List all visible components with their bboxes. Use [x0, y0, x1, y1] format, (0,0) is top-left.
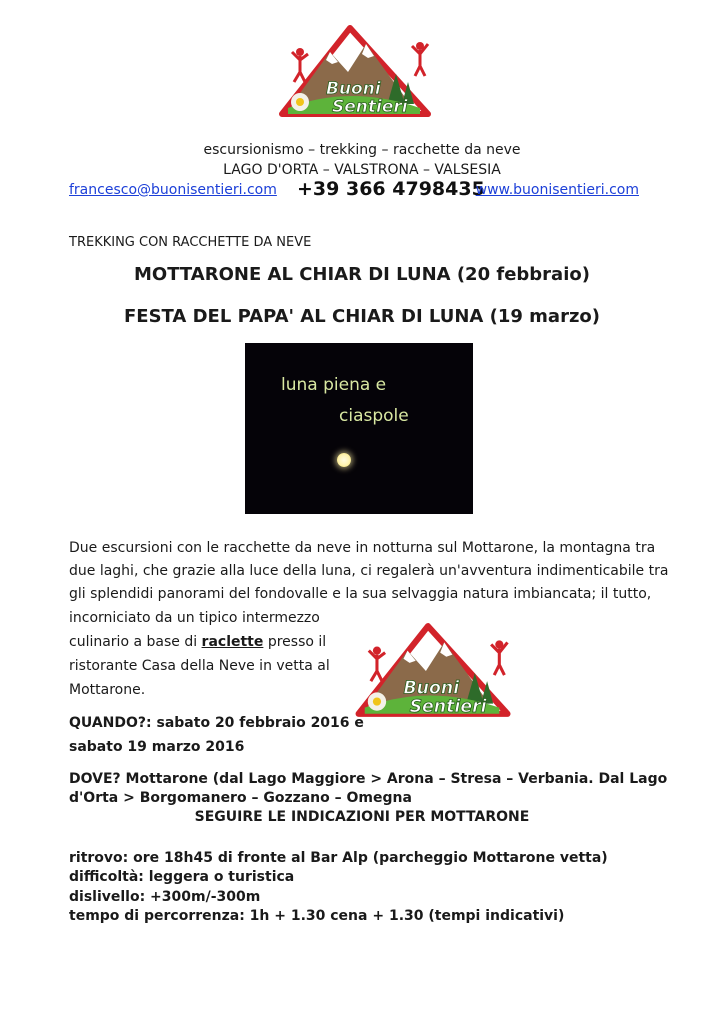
dove-line: DOVE? Mottarone (dal Lago Maggiore > Arona – Stresa – Verbania. Dal Lago: [69, 771, 668, 787]
dislivello-line: dislivello: +300m/-300m: [69, 889, 261, 905]
description-line: ristorante Casa della Neve in vetta al: [69, 658, 330, 674]
description-line: Due escursioni con le racchette da neve in notturna sul Mottarone, la montagna tra: [69, 540, 656, 556]
phone-number: +39 366 4798435: [297, 178, 485, 200]
tagline-activities: escursionismo – trekking – racchette da neve: [203, 142, 521, 158]
email-link[interactable]: francesco@buonisentieri.com: [69, 182, 277, 198]
description-text: presso il: [263, 634, 327, 650]
quando-line: QUANDO?: sabato 20 febbraio 2016 e: [69, 715, 364, 731]
website-link[interactable]: www.buonisentieri.com: [475, 182, 639, 198]
logo-text-buoni: Buoni: [326, 79, 381, 99]
dove-line: d'Orta > Borgomanero – Gozzano – Omegna: [69, 790, 412, 806]
moon-icon: [337, 453, 351, 467]
description-line-raclette: [69, 631, 326, 655]
description-line: due laghi, che grazie alla luce della luna, ci regalerà un'avventura indimenticabile tra: [69, 563, 669, 579]
logo-text-buoni: Buoni: [403, 678, 460, 699]
tempo-line: tempo di percorrenza: 1h + 1.30 cena + 1.30 (tempi indicativi): [69, 908, 565, 924]
ritrovo-line: ritrovo: ore 18h45 di fronte al Bar Alp (parcheggio Mottarone vetta): [69, 850, 608, 866]
title-mottarone: MOTTARONE AL CHIAR DI LUNA (20 febbraio): [134, 264, 590, 285]
description-text: culinario a base di: [69, 634, 202, 650]
description-line: incorniciato da un tipico intermezzo: [69, 610, 320, 626]
full-moon-photo: [245, 343, 473, 514]
title-festa-del-papa: FESTA DEL PAPA' AL CHIAR DI LUNA (19 marzo): [123, 306, 601, 327]
photo-caption-line1: luna piena e: [281, 375, 387, 395]
difficolta-line: difficoltà: leggera o turistica: [69, 869, 295, 885]
raclette-text: raclette: [201, 634, 264, 650]
contact-row: [69, 178, 639, 206]
buoni-sentieri-logo-small: [346, 620, 516, 724]
dove-directions: SEGUIRE LE INDICAZIONI PER MOTTARONE: [194, 809, 530, 825]
logo-text-sentieri: Sentieri: [409, 696, 487, 717]
logo-text-sentieri: Sentieri: [332, 97, 408, 117]
section-label: TREKKING CON RACCHETTE DA NEVE: [69, 235, 312, 250]
description-line: gli splendidi panorami del fondovalle e la sua selvaggia natura imbiancata; il tutto,: [69, 586, 652, 602]
buoni-sentieri-logo: [270, 22, 436, 124]
tagline-areas: LAGO D'ORTA – VALSTRONA – VALSESIA: [223, 162, 501, 178]
photo-caption-line2: ciaspole: [339, 406, 409, 426]
description-line: Mottarone.: [69, 682, 146, 698]
quando-line: sabato 19 marzo 2016: [69, 739, 245, 755]
